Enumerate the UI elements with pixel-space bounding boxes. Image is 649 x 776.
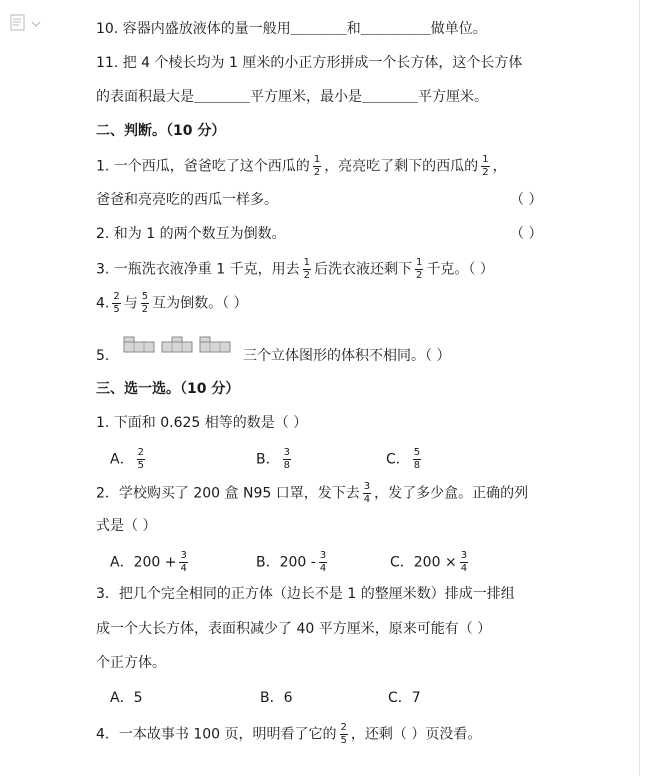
judge-4-text-b: 与 (123, 295, 138, 312)
judge-1-text-a: 1. 一个西瓜，爸爸吃了这个西瓜的 (96, 158, 310, 175)
choice-2-option-a[interactable]: A．200 + $\frac{3}{4}$ (110, 550, 187, 574)
judge-4 (96, 291, 248, 315)
judge-3-fraction-2: $\frac{1}{2}$ (416, 257, 423, 281)
section-choice-title: 三、选一选。（10 分） (96, 381, 240, 397)
question-11-line2: 的表面积最大是＿＿＿＿平方厘米，最小是＿＿＿＿平方厘米。 (96, 89, 488, 105)
choice-2-option-a-fraction: $\frac{3}{4}$ (180, 550, 187, 574)
choice-1: 1. 下面和 0.625 相等的数是（ ） (96, 415, 308, 431)
question-11-line1: 11. 把 4 个棱长均为 1 厘米的小正方形拼成一个长方体，这个长方体 (96, 55, 523, 71)
choice-2-option-c-fraction: $\frac{3}{4}$ (460, 550, 468, 574)
judge-1-fraction-2: $\frac{1}{2}$ (482, 154, 489, 178)
judge-4-text-c: 互为倒数。（ ） (152, 295, 248, 312)
judge-2: 2. 和为 1 的两个数互为倒数。 (96, 226, 286, 242)
choice-3-line1: 3．把几个完全相同的正方体（边长不是 1 的整厘米数）排成一排组 (96, 586, 515, 602)
judge-4-fraction-1: $\frac{2}{5}$ (113, 291, 120, 315)
choice-2-option-c[interactable]: C．200 × $\frac{3}{4}$ (390, 550, 468, 574)
choice-2-option-b-fraction: $\frac{3}{4}$ (319, 550, 327, 574)
judge-3-text-b: 后洗衣液还剩下 (314, 261, 412, 278)
judge-2-answer-paren[interactable]: （ ） (510, 226, 543, 242)
choice-1-option-c[interactable]: C． $\frac{5}{8}$ (386, 447, 421, 471)
choice-2-fraction: $\frac{3}{4}$ (363, 481, 371, 505)
judge-3 (96, 257, 494, 281)
choice-1-option-c-fraction: $\frac{5}{8}$ (413, 447, 421, 471)
choice-2-line1: 2．学校购买了 200 盒 N95 口罩，发下去 $\frac{3}{4}$ ，发了多少盒。正确的列 (96, 481, 529, 505)
judge-1-fraction-1: $\frac{1}{2}$ (313, 154, 321, 178)
choice-3-option-b[interactable]: B．6 (260, 690, 293, 706)
choice-1-option-a[interactable]: A． $\frac{2}{5}$ (110, 447, 144, 471)
section-judge-title: 二、判断。（10 分） (96, 123, 226, 139)
judge-4-fraction-2: $\frac{5}{2}$ (141, 291, 149, 315)
judge-5-number: 5. (96, 348, 110, 364)
judge-3-fraction-1: $\frac{1}{2}$ (303, 257, 310, 281)
choice-2-option-b[interactable]: B．200 - $\frac{3}{4}$ (256, 550, 327, 574)
choice-2-line2: 式是（ ） (96, 518, 157, 534)
judge-1-text-b: ，亮亮吃了剩下的西瓜的 (324, 158, 479, 175)
choice-4-fraction: $\frac{2}{5}$ (340, 722, 347, 746)
document-menu-icon[interactable] (10, 14, 44, 36)
judge-5-text: 三个立体图形的体积不相同。（ ） (243, 348, 451, 364)
cube-arrangements-figure (122, 334, 234, 360)
page-edge (639, 0, 640, 776)
choice-3-option-a[interactable]: A．5 (110, 690, 143, 706)
judge-4-text-a: 4. (96, 295, 110, 312)
judge-1-text-c: ， (492, 158, 507, 175)
choice-1-option-a-fraction: $\frac{2}{5}$ (137, 447, 144, 471)
judge-1-answer-paren[interactable]: （ ） (510, 192, 543, 208)
choice-3-option-c[interactable]: C．7 (388, 690, 421, 706)
choice-1-option-b-fraction: $\frac{3}{8}$ (283, 447, 290, 471)
choice-3-line3: 个正方体。 (96, 655, 166, 671)
question-10: 10. 容器内盛放液体的量一般用＿＿＿＿和＿＿＿＿＿做单位。 (96, 21, 487, 37)
judge-3-text-c: 千克。（ ） (426, 261, 494, 278)
judge-1-line1 (96, 154, 507, 178)
choice-3-line2: 成一个大长方体，表面积减少了 40 平方厘米，原来可能有（ ） (96, 621, 492, 637)
choice-1-option-b[interactable]: B． $\frac{3}{8}$ (256, 447, 290, 471)
choice-4: 4．一本故事书 100 页，明明看了它的 $\frac{2}{5}$ ，还剩（ ）页没看。 (96, 722, 482, 746)
judge-3-text-a: 3. 一瓶洗衣液净重 1 千克，用去 (96, 261, 300, 278)
judge-1-line2: 爸爸和亮亮吃的西瓜一样多。 (96, 192, 278, 208)
